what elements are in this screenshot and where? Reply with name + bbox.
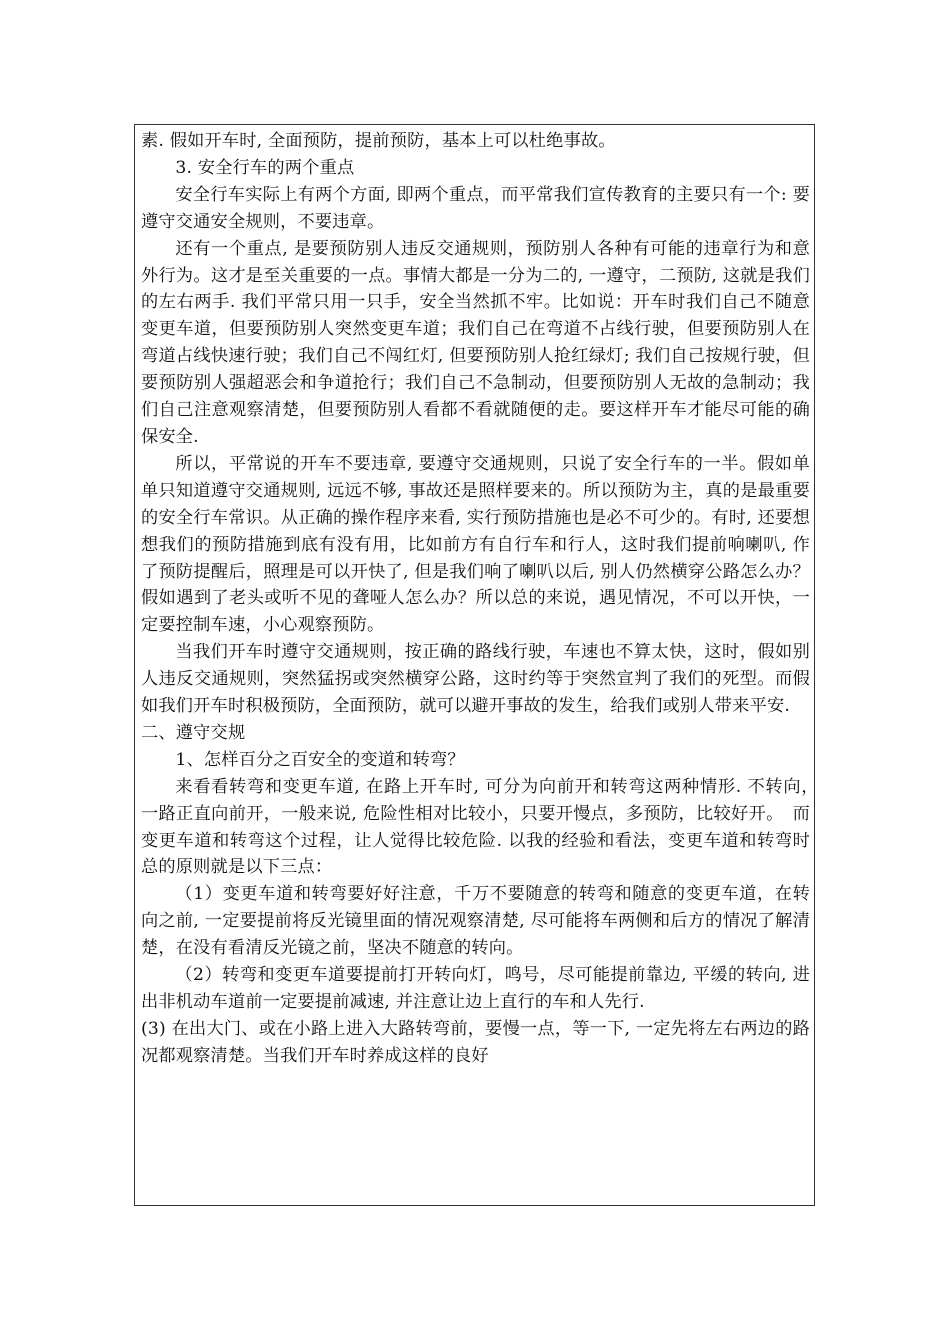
document-body [141,128,828,1070]
bordered-text-box [134,124,828,1206]
list-item-2: （2）转弯和变更车道要提前打开转向灯，鸣号，尽可能提前靠边, 平缓的转向, 进出非机动车道前一定要提前减速, 并注意让边上直行的车和人先行. [141,965,810,1012]
paragraph-continuation: 素. 假如开车时, 全面预防，提前预防，基本上可以杜绝事故。 [141,131,616,151]
section-heading-two-key-points: 3. 安全行车的两个重点 [175,157,355,178]
paragraph: 所以，平常说的开车不要违章, 要遵守交通规则，只说了安全行车的一半。假如单单只知道遵守交通规则, 远远不够, 事故还是照样要来的。所以预防为主，真的是最重要的安全行车常识。从正确的操作程序来看, 实行预防措施也是必不可少的。有时, 还要想想我们的预防措施到底有没有用，比如前方有自行车和行人，这时我们提前响喇叭, 作了预防提醒后，照理是可以开快了, 但是我们响了喇叭以后, 别人仍然横穿公路怎么办？假如遇到了老头或听不见的聋哑人怎么办？所以总的来说，遇见情况，不可以开快，一定要控制车速，小心观察预防。 [141,453,810,636]
paragraph: 还有一个重点, 是要预防别人违反交通规则，预防别人各种有可能的违章行为和意外行为。这才是至关重要的一点。事情大都是一分为二的, 一遵守，二预防, 这就是我们的左右两手. 我们平常只用一只手，安全当然抓不牢。比如说：开车时我们自己不随意变更车道，但要预防别人突然变更车道；我们自己在弯道不占线行驶，但要预防别人在弯道占线快速行驶；我们自己不闯红灯, 但要预防别人抢红绿灯; 我们自己按规行驶，但要预防别人强超恶会和争道抢行；我们自己不急制动，但要预防别人无故的急制动；我们自己注意观察清楚，但要预防别人看都不看就随便的走。要这样开车才能尽可能的确保安全. [141,238,810,447]
subsection-heading: 1、怎样百分之百安全的变道和转弯？ [175,749,465,770]
section-heading-obey-rules: 二、遵守交规 [141,722,246,743]
list-item-3: (3) 在出大门、或在小路上进入大路转弯前，要慢一点，等一下, 一定先将左右两边的路况都观察清楚。当我们开车时养成这样的良好 [141,1018,810,1066]
paragraph: 来看看转弯和变更车道, 在路上开车时, 可分为向前开和转弯这两种情形. 不转向， 一路正直向前开，一般来说, 危险性相对比较小，只要开慢点，多预防，比较好开。 而变更车道和转弯这个过程，让人觉得比较危险. 以我的经验和看法，变更车道和转弯时总的原则就是以下三点： [141,776,828,878]
list-item-1: （1）变更车道和转弯要好好注意，千万不要随意的转弯和随意的变更车道，在转向之前, 一定要提前将反光镜里面的情况观察清楚, 尽可能将车两侧和后方的情况了解清楚，在没有看清反光镜之前，坚决不随意的转向。 [141,884,810,959]
paragraph: 当我们开车时遵守交通规则，按正确的路线行驶，车速也不算太快，这时，假如别人违反交通规则，突然猛拐或突然横穿公路，这时约等于突然宣判了我们的死型。而假如我们开车时积极预防，全面预防，就可以避开事故的发生，给我们或别人带来平安. [141,642,810,717]
paragraph: 安全行车实际上有两个方面, 即两个重点，而平常我们宣传教育的主要只有一个: 要遵守交通安全规则，不要违章。 [141,184,810,232]
